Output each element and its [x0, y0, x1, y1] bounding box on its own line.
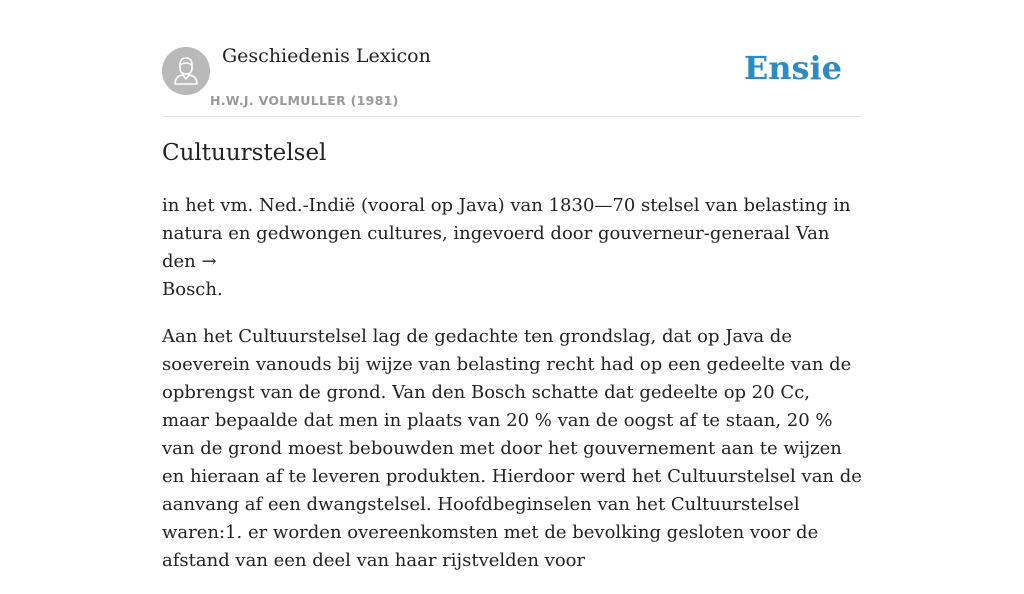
arrow-right-icon: → — [201, 251, 217, 272]
user-icon[interactable] — [162, 47, 210, 95]
user-icon-graphic — [162, 47, 210, 95]
author-label: H.W.J. VOLMULLER (1981) — [210, 93, 399, 108]
brand-logo[interactable]: Ensie — [743, 49, 842, 87]
lexicon-title-link[interactable]: Geschiedenis Lexicon — [222, 45, 431, 67]
article-title: Cultuurstelsel — [162, 140, 327, 166]
page-container — [162, 0, 862, 571]
cross-reference-label: Bosch — [162, 279, 217, 300]
article-paragraph-1 — [162, 192, 862, 304]
paragraph-text: in het vm. Ned.-Indië (vooral op Java) van 1830—70 stelsel van belasting in natura en gedwongen cultures, ingevoerd door gouverneur-generaal Van den — [162, 195, 851, 272]
article-paragraph-2: Aan het Cultuurstelsel lag de gedachte ten grondslag, dat op Java de soeverein vanouds bij wijze van belasting recht had op een gedeelte van de opbrengst van de grond. Van den Bosch schatte dat gedeelte op 20 Cc, maar bepaalde dat men in plaats van 20 % van de oogst af te staan, 20 % van de grond moest bebouwden met door het gouvernement aan te wijzen en hieraan af te leveren produkten. Hierdoor werd het Cultuurstelsel van de aanvang af een dwangstelsel. Hoofdbeginselen van het Cultuurstelsel waren:1. er worden overeenkomsten met de bevolking gesloten voor de afstand van een deel van haar rijstvelden voor — [162, 326, 862, 571]
lexicon-header — [162, 0, 862, 117]
paragraph-text: . — [216, 279, 223, 300]
article-body — [162, 192, 862, 594]
